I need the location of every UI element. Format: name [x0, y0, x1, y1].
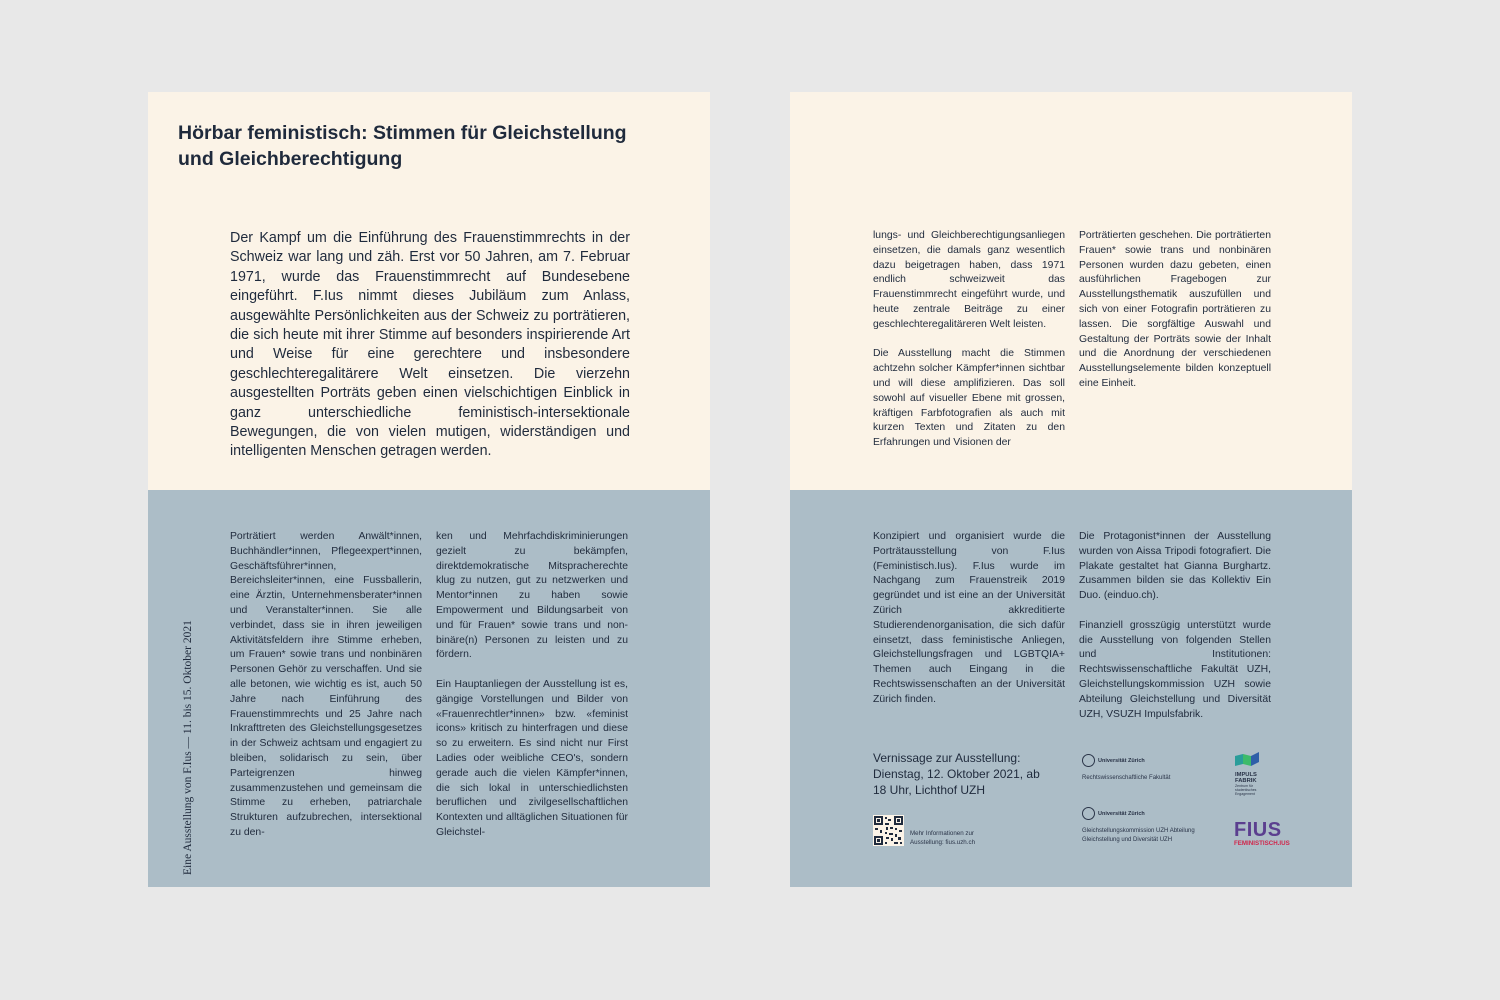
uzh-logo-name: Universität Zürich [1098, 810, 1145, 817]
uzh-logo-name: Universität Zürich [1098, 757, 1145, 764]
uzh-logo-law-faculty [1082, 752, 1202, 783]
uzh-seal-icon [1082, 754, 1095, 767]
fius-logo [1234, 820, 1299, 847]
column-paragraph: Die Protagonist*innen der Ausstellung wurden von Aissa Tripodi fotografiert. Die Plakate gestaltet hat Gianna Burghartz. Zusammen bilden sie das Kollektiv Ein Duo. (einduo.ch). [1079, 531, 1271, 602]
column-paragraph: Porträtierten geschehen. Die porträtierten Frauen* sowie trans und nonbinären Personen wurden dazu gebeten, einen ausführlichen Fragebogen zur Ausstellungsthematik auszufüllen und sich von einer Fotografin porträtieren zu lassen. Die sorgfältige Auswahl und Gestaltung der Porträts sowie der Inhalt und die Anordnung der verschiedenen Ausstellungselemente bilden konzeptuell eine Einheit. [1079, 230, 1271, 389]
uzh-logo-subtitle: Gleichstellungskommission UZH Abteilung Gleichstellung und Diversität UZH [1082, 828, 1195, 843]
impulsfabrik-logo [1235, 752, 1275, 796]
poster-right-bottom [790, 490, 1352, 887]
poster-title: Hörbar feministisch: Stimmen für Gleichstellung und Gleichberechtigung [178, 122, 627, 170]
fius-logo-subtitle: FEMINISTISCH.IUS [1234, 840, 1290, 847]
uzh-seal-icon [1082, 807, 1095, 820]
text-column-2 [436, 530, 628, 841]
poster-left [148, 92, 710, 887]
column-paragraph: Konzipiert und organisiert wurde die Porträtausstellung von F.Ius (Feministisch.Ius). F.Ius wurde im Nachgang zum Frauenstreik 2019 gegründet und ist eine an der Universität Zürich akkreditierte Studierendenorganisation, die sich dafür einsetzt, dass feministische Anliegen, Gleichstellungsfragen und LGBTQIA+ Themen auch Eingang in die Rechtswissenschaften an der Universität Zürich finden. [873, 531, 1065, 705]
poster-right [790, 92, 1352, 887]
poster-left-bottom [148, 490, 710, 887]
fius-logo-name: FIUS [1234, 819, 1282, 841]
poster-right-top [790, 92, 1352, 490]
column-paragraph: Finanziell grosszügig unterstützt wurde die Ausstellung von folgenden Stellen und Institutionen: Rechtswissenschaftliche Fakultät UZH, Gleichstellungskommission UZH sowie Abteilung Gleichstellung und Diversität UZH, VSUZH Impulsfabrik. [1079, 619, 1271, 720]
text-column-2 [1079, 229, 1271, 392]
column-paragraph: lungs- und Gleichberechtigungsanliegen einsetzen, die damals ganz wesentlich dazu beigetragen haben, dass 1971 endlich schweizweit das Frauenstimmrecht eingeführt wurde, und heute zentrale Beiträge zu einer geschlechteregalitäreren Welt leisten. [873, 230, 1065, 330]
credits-column-2 [1079, 530, 1271, 722]
uzh-logo-equality-commission [1082, 805, 1202, 845]
uzh-logo-subtitle: Rechtswissenschaftliche Fakultät [1082, 775, 1171, 781]
impulsfabrik-name: IMPULS FABRIK [1235, 772, 1257, 784]
intro-paragraph: Der Kampf um die Einführung des Frauenstimmrechts in der Schweiz war lang und zäh. Erst vor 50 Jahren, am 7. Februar 1971, wurde das Frauenstimmrecht auf Bundesebene eingeführt. F.Ius nimmt dieses Jubiläum zum Anlass, ausgewählte Persönlichkeiten aus der Schweiz zu porträtieren, die sich heute mit ihrer Stimme auf besonders inspirierende Art und Weise für eine gerechtere und insbesondere geschlechteregalitärere Welt einsetzen. Die vierzehn ausgestellten Porträts geben einen vielschichtigen Einblick in ganz unterschiedliche feministisch-intersektionale Bewegungen, die von vielen mutigen, widerständigen und intelligenten Menschen getragen werden. [230, 230, 630, 460]
text-column-1 [873, 229, 1065, 451]
credits-column-1 [873, 530, 1065, 708]
vertical-caption: Eine Ausstellung von F.Ius — 11. bis 15. Oktober 2021 [182, 620, 194, 875]
impulsfabrik-subtitle: Zentrum für studentisches Engagement [1235, 784, 1257, 796]
column-paragraph: Porträtiert werden Anwält*innen, Buchhändler*innen, Pflegeexpert*innen, Geschäftsführer*innen, Bereichsleiter*innen, eine Fussballerin, eine Ärztin, Unternehmensberater*innen und Veranstalter*innen. Sie alle verbindet, dass sie in ihren jeweiligen Aktivitätsfeldern ihre Stimme erheben, um Frauen* sowie trans und nonbinären Personen Gehör zu verschaffen. Und sie alle betonen, wie wichtig es ist, auch 50 Jahre nach Einführung des Frauenstimmrechts und 25 Jahre nach Inkrafttreten des Gleichstellungsgesetzes in der Schweiz achtsam und engagiert zu bleiben, solidarisch zu sein, über Parteigrenzen hinweg zusammenzustehen und gemeinsam die Stimme zu erheben, patriarchale Strukturen aufzubrechen, intersektional zu den- [230, 531, 422, 838]
poster-left-top [148, 92, 710, 490]
column-paragraph: Die Ausstellung macht die Stimmen achtzehn solcher Kämpfer*innen sichtbar und will diese amplifizieren. Das soll sowohl auf visueller Ebene mit grossen, kräftigen Farbfotografien als auch mit kurzen Texten und Zitaten zu den Erfahrungen und Visionen der [873, 348, 1065, 449]
qr-caption: Mehr Informationen zur Ausstellung: fius.uzh.ch [910, 830, 976, 846]
vernissage-info: Vernissage zur Ausstellung: Dienstag, 12. Oktober 2021, ab 18 Uhr, Lichthof UZH [873, 751, 1040, 797]
impulsfabrik-mark-icon [1235, 752, 1259, 766]
column-paragraph: ken und Mehrfachdiskriminierungen gezielt zu bekämpfen, direktdemokratische Mitspracherechte klug zu nutzen, gut zu netzwerken und Mentor*innen zu haben sowie Empowerment und Bildungsarbeit von und für Frauen* sowie trans und non-binäre(n) Personen zu leisten und zu fördern. [436, 531, 628, 661]
text-column-1 [230, 530, 422, 841]
column-paragraph: Ein Hauptanliegen der Ausstellung ist es, gängige Vorstellungen und Bilder von «Frauenrechtler*innen» bzw. «feminist icons» kritisch zu hinterfragen und diese so zu erweitern. Es sind nicht nur First Ladies oder weibliche CEO's, sondern gerade auch die vielen Kämpfer*innen, die sich lokal in unterschiedlichsten beruflichen und zivilgesellschaftlichen Kontexten und alltäglichen Situationen für Gleichstel- [436, 678, 628, 838]
qr-code-icon[interactable] [873, 815, 904, 846]
